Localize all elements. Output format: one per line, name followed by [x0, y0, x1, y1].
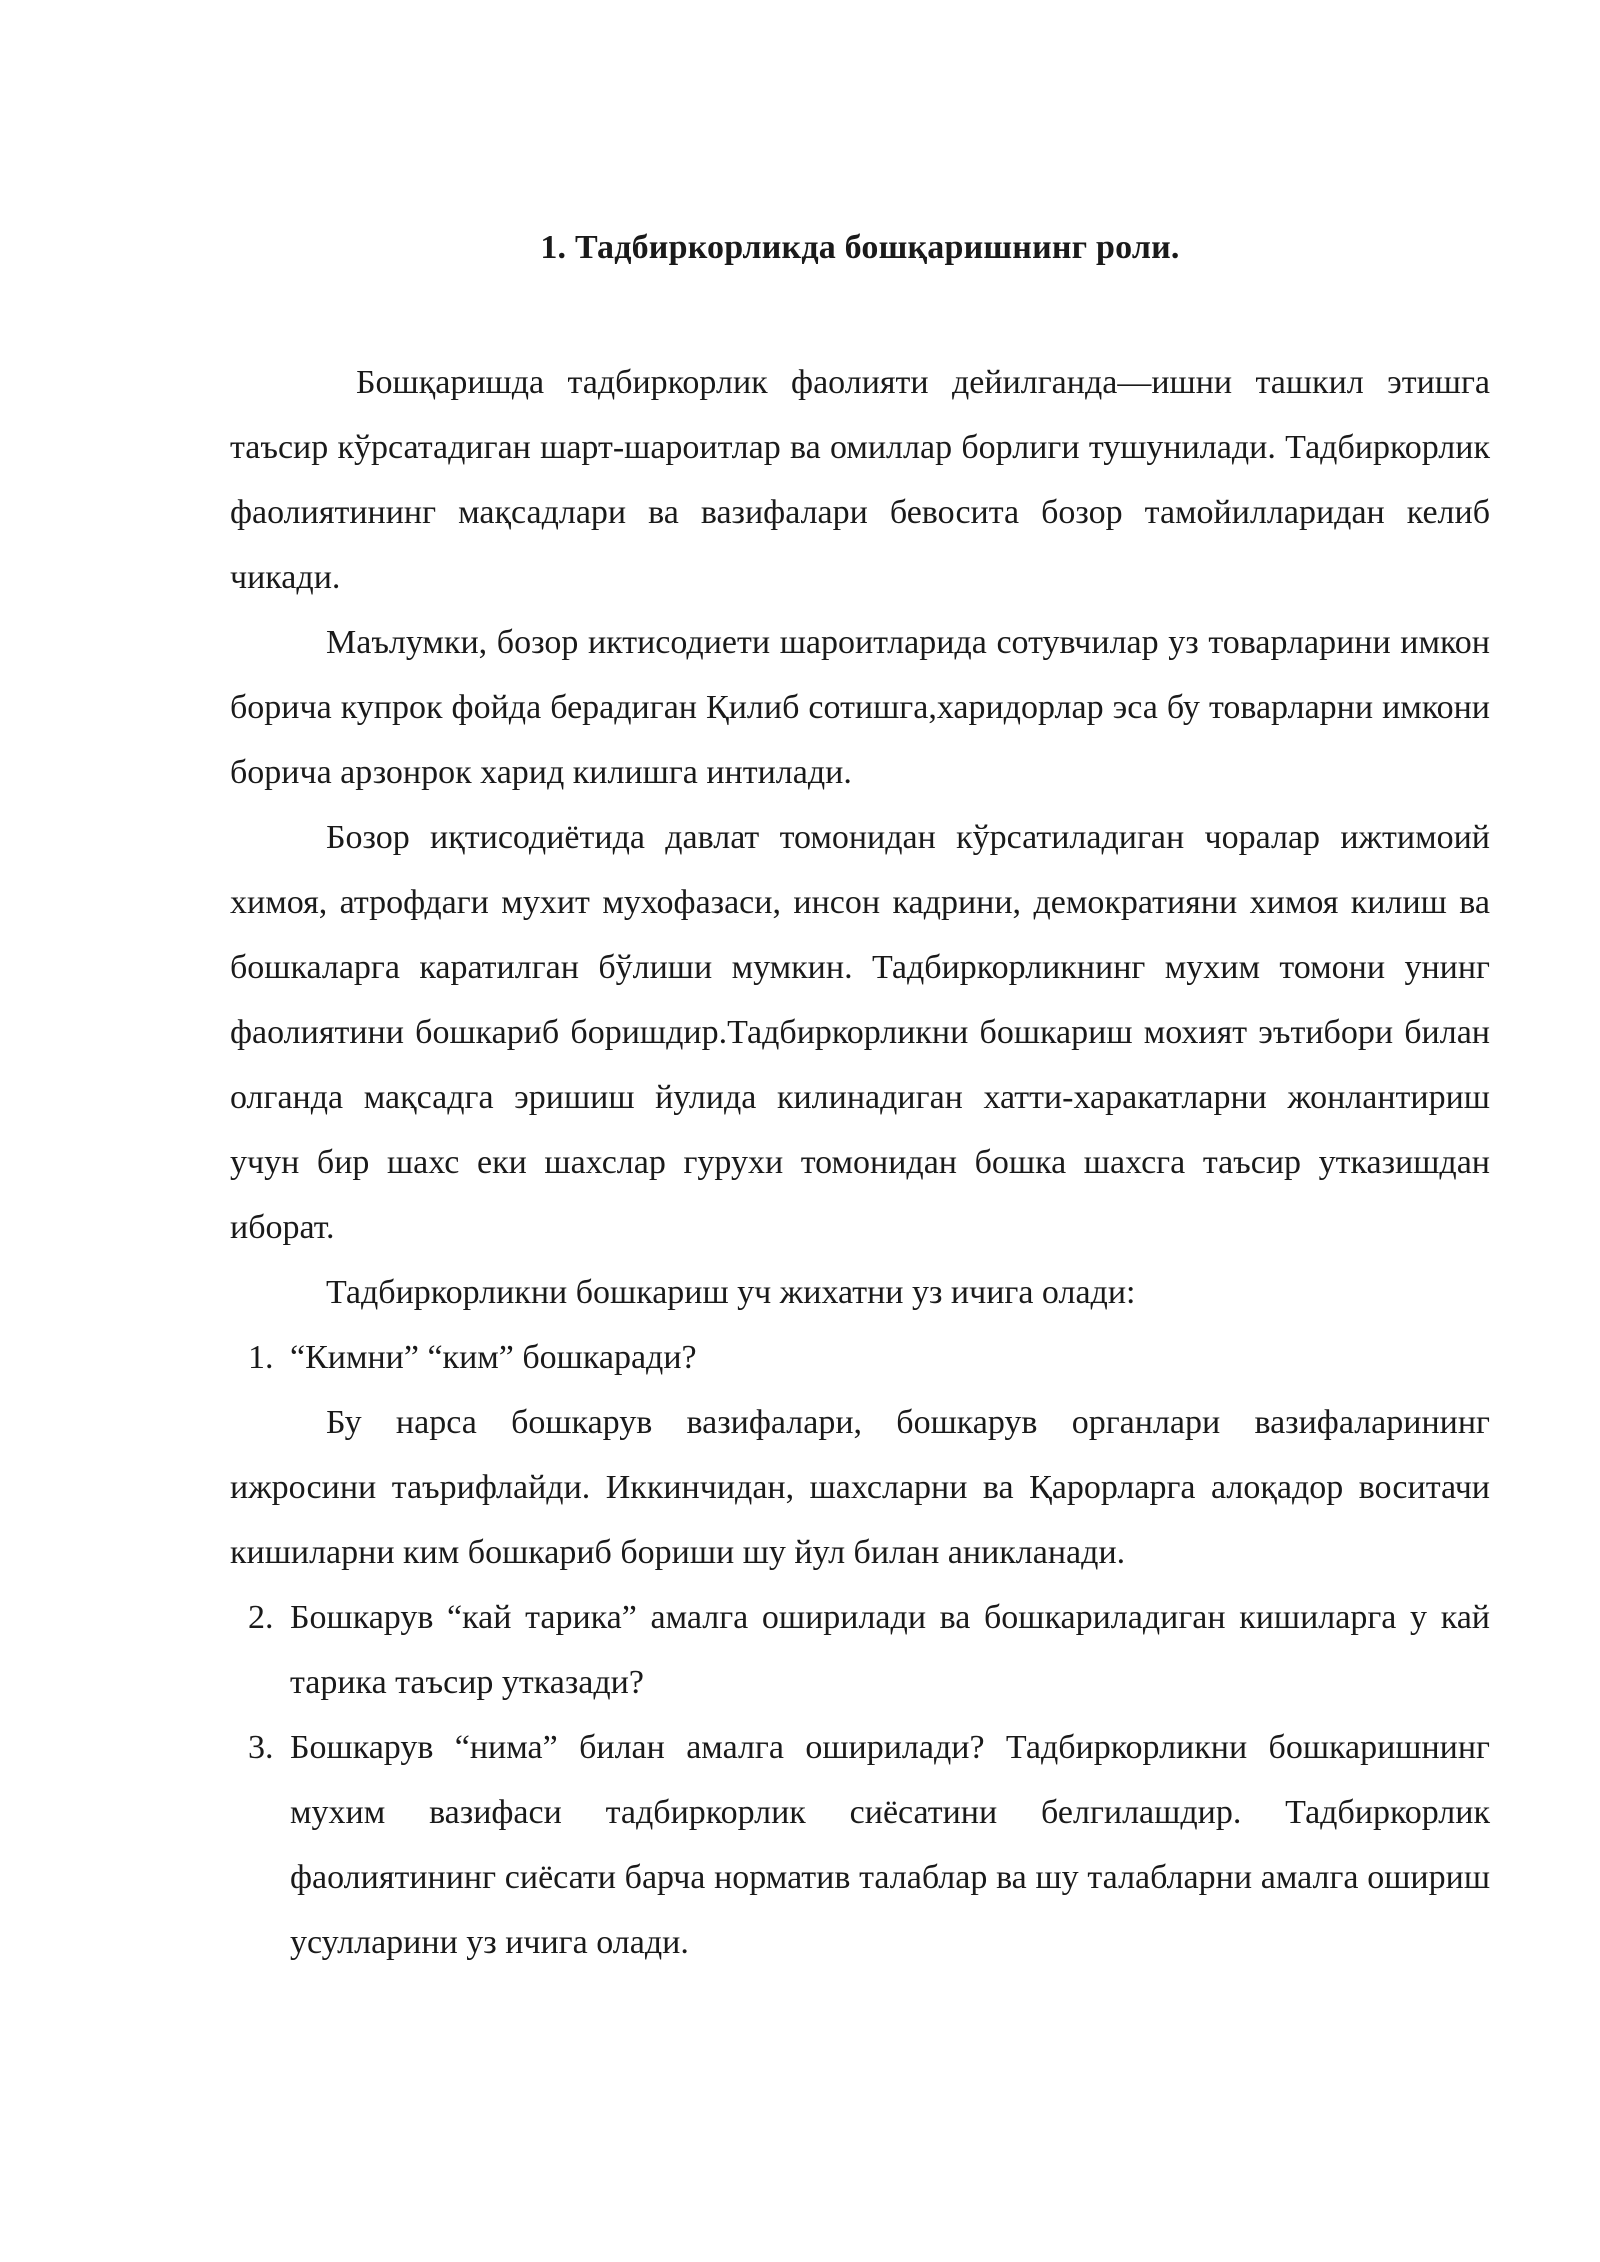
list-item-2	[230, 1585, 1490, 1715]
document-title: 1. Тадбиркорликда бошқаришнинг роли.	[540, 229, 1180, 266]
list-item-number: 1.	[248, 1339, 274, 1376]
document-body	[230, 350, 1490, 1975]
list-item-text: Бошкарув “кай тарика” амалга оширилади ва бошкариладиган кишиларга у кай тарика таъсир утказади?	[290, 1599, 1490, 1701]
paragraph-2: Маълумки, бозор иктисодиети шароитларида сотувчилар уз товарларини имкон борича купрок фойда берадиган Қилиб сотишга,харидорлар эса бу товарларни имкони борича арзонрок харид килишга интилади.	[230, 624, 1490, 791]
list-item-text: Бошкарув “нима” билан амалга оширилади? Тадбиркорликни бошкаришнинг мухим вазифаси тадбиркорлик сиёсатини белгилашдир. Тадбиркорлик фаолиятининг сиёсати барча норматив талаблар ва шу талабларни амалга ошириш усулларини уз ичига олади.	[290, 1729, 1490, 1961]
list-item-text: “Кимни” “ким” бошкаради?	[290, 1339, 697, 1376]
list-item-number: 2.	[248, 1599, 274, 1636]
paragraph-3: Бозор иқтисодиётида давлат томонидан кўрсатиладиган чоралар ижтимоий химоя, атрофдаги мухит мухофазаси, инсон кадрини, демократияни химоя килиш ва бошкаларга каратилган бўлиши мумкин. Тадбиркорликнинг мухим томони унинг фаолиятини бошкариб боришдир.Тадбиркорликни бошкариш мохият эътибори билан олганда мақсадга эришиш йулида килинадиган хатти-харакатларни жонлантириш учун бир шахс еки шахслар гурухи томонидан бошка шахсга таъсир утказишдан иборат.	[230, 819, 1490, 1246]
list-item-number: 3.	[248, 1729, 274, 1766]
list-item-1	[230, 1325, 1490, 1390]
paragraph-1: Бошқаришда тадбиркорлик фаолияти дейилганда—ишни ташкил этишга таъсир кўрсатадиган шарт-шароитлар ва омиллар борлиги тушунилади. Тадбиркорлик фаолиятининг мақсадлари ва вазифалари бевосита бозор тамойилларидан келиб чикади.	[230, 364, 1490, 596]
list-item-3	[230, 1715, 1490, 1975]
paragraph-5: Бу нарса бошкарув вазифалари, бошкарув органлари вазифаларининг ижросини таърифлайди. Иккинчидан, шахсларни ва Қарорларга алоқадор воситачи кишиларни ким бошкариб бориши шу йул билан аникланади.	[230, 1404, 1490, 1571]
paragraph-4: Тадбиркорликни бошкариш уч жихатни уз ичига олади:	[326, 1274, 1136, 1311]
